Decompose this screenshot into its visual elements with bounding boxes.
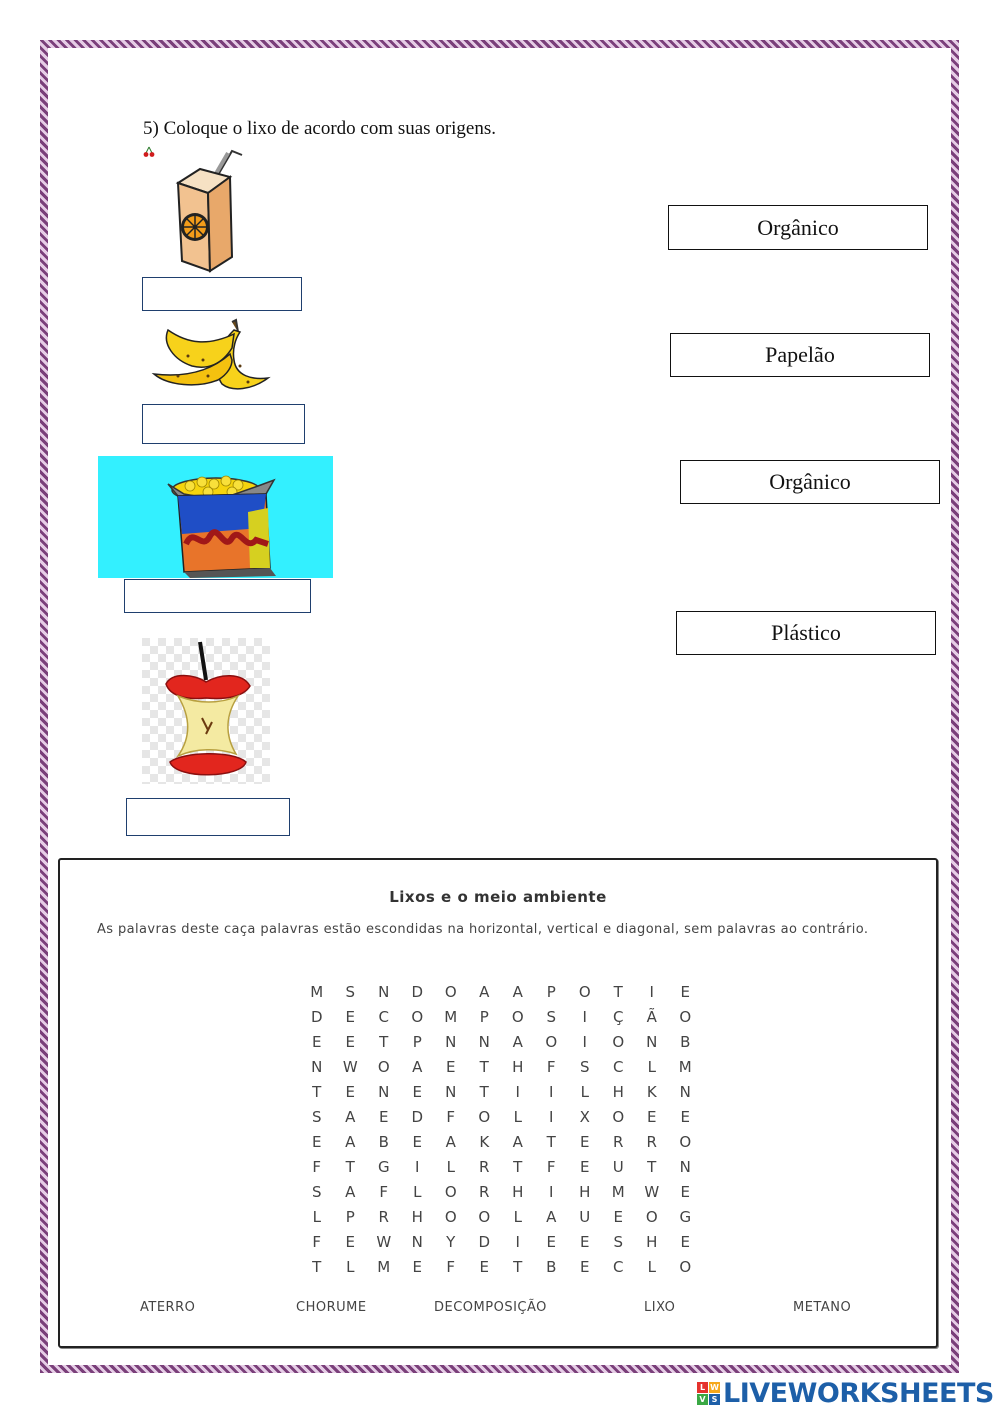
brand-name: LIVEWORKSHEETS (723, 1378, 994, 1409)
grid-cell[interactable]: H (646, 1233, 658, 1251)
grid-cell[interactable]: O (478, 1108, 491, 1126)
grid-cell[interactable]: F (446, 1108, 456, 1126)
grid-cell[interactable]: N (478, 1033, 490, 1051)
grid-cell[interactable]: O (545, 1033, 558, 1051)
grid-row (300, 1130, 702, 1155)
grid-cell[interactable]: U (612, 1158, 624, 1176)
grid-cell[interactable]: Ç (613, 1008, 624, 1026)
banana-peel-icon (148, 316, 273, 394)
cherry-icon (143, 146, 155, 158)
grid-cell[interactable]: A (345, 1133, 356, 1151)
grid-cell[interactable]: F (312, 1233, 322, 1251)
grid-cell[interactable]: O (444, 1208, 457, 1226)
grid-cell[interactable]: S (546, 1008, 557, 1026)
grid-cell[interactable]: A (512, 1033, 523, 1051)
grid-cell[interactable]: R (646, 1133, 657, 1151)
grid-cell[interactable]: E (446, 1058, 456, 1076)
grid-cell[interactable]: S (311, 1108, 322, 1126)
grid-cell[interactable]: A (546, 1208, 557, 1226)
grid-cell[interactable]: O (411, 1008, 424, 1026)
grid-cell[interactable]: E (647, 1108, 657, 1126)
grid-cell[interactable]: R (479, 1183, 490, 1201)
grid-cell[interactable]: O (478, 1208, 491, 1226)
grid-cell[interactable]: O (645, 1208, 658, 1226)
grid-cell[interactable]: O (578, 983, 591, 1001)
grid-cell[interactable]: S (579, 1058, 590, 1076)
grid-cell[interactable]: G (679, 1208, 692, 1226)
grid-cell[interactable]: B (378, 1133, 389, 1151)
grid-cell[interactable]: A (345, 1108, 356, 1126)
grid-cell[interactable]: E (680, 1183, 690, 1201)
grid-cell[interactable]: O (679, 1258, 692, 1276)
grid-cell[interactable]: I (415, 1158, 420, 1176)
grid-cell[interactable]: E (546, 1233, 556, 1251)
answer-field-4[interactable] (126, 798, 290, 836)
grid-cell[interactable]: T (479, 1083, 489, 1101)
label-papelao[interactable]: Papelão (670, 333, 930, 377)
grid-cell[interactable]: E (412, 1258, 422, 1276)
label-organico-1[interactable]: Orgânico (668, 205, 928, 250)
grid-cell[interactable]: O (377, 1058, 390, 1076)
answer-field-2[interactable] (142, 404, 305, 444)
grid-cell[interactable]: I (549, 1108, 554, 1126)
word-aterro: ATERRO (140, 1300, 196, 1315)
grid-cell[interactable]: O (679, 1008, 692, 1026)
liveworksheets-logo: L W V S (697, 1382, 720, 1405)
grid-cell[interactable]: K (479, 1133, 490, 1151)
grid-cell[interactable]: E (580, 1133, 590, 1151)
grid-cell[interactable]: N (679, 1158, 691, 1176)
grid-cell[interactable]: O (612, 1033, 625, 1051)
grid-cell[interactable]: S (613, 1233, 624, 1251)
grid-cell[interactable]: I (549, 1083, 554, 1101)
grid-cell[interactable]: E (312, 1033, 322, 1051)
apple-core-icon (142, 638, 270, 784)
grid-cell[interactable]: I (515, 1233, 520, 1251)
grid-cell[interactable]: E (479, 1258, 489, 1276)
grid-row (300, 1155, 702, 1180)
grid-cell[interactable]: N (378, 1083, 390, 1101)
grid-cell[interactable]: T (647, 1158, 657, 1176)
grid-cell[interactable]: E (580, 1158, 590, 1176)
grid-cell[interactable]: M (444, 1008, 458, 1026)
grid-cell[interactable]: D (478, 1233, 491, 1251)
grid-cell[interactable]: E (312, 1133, 322, 1151)
grid-cell[interactable]: N (311, 1058, 323, 1076)
grid-cell[interactable]: N (679, 1083, 691, 1101)
grid-cell[interactable]: O (444, 983, 457, 1001)
grid-cell[interactable]: C (613, 1258, 624, 1276)
grid-cell[interactable]: O (511, 1008, 524, 1026)
grid-cell[interactable]: N (411, 1233, 423, 1251)
grid-cell[interactable]: L (647, 1058, 656, 1076)
grid-cell[interactable]: N (646, 1033, 658, 1051)
grid-cell[interactable]: D (310, 1008, 323, 1026)
grid-cell[interactable]: E (345, 1008, 355, 1026)
grid-cell[interactable]: E (412, 1083, 422, 1101)
answer-field-1[interactable] (142, 277, 302, 311)
grid-cell[interactable]: E (613, 1208, 623, 1226)
grid-row (300, 1055, 702, 1080)
grid-cell[interactable]: L (647, 1258, 656, 1276)
grid-cell[interactable]: Y (446, 1233, 456, 1251)
grid-cell[interactable]: I (549, 1183, 554, 1201)
grid-cell[interactable]: C (378, 1008, 389, 1026)
grid-cell[interactable]: O (612, 1108, 625, 1126)
grid-cell[interactable]: A (445, 1133, 456, 1151)
grid-cell[interactable]: T (479, 1058, 489, 1076)
juice-box-icon (170, 145, 250, 275)
word-metano: METANO (793, 1300, 852, 1315)
grid-cell[interactable]: T (379, 1033, 389, 1051)
grid-cell[interactable]: E (345, 1083, 355, 1101)
grid-cell[interactable]: L (513, 1108, 522, 1126)
grid-cell[interactable]: R (613, 1133, 624, 1151)
grid-cell[interactable]: T (312, 1258, 322, 1276)
grid-cell[interactable]: F (446, 1258, 456, 1276)
grid-cell[interactable]: E (345, 1233, 355, 1251)
grid-cell[interactable]: P (412, 1033, 422, 1051)
word-search-panel (58, 858, 938, 1348)
grid-cell[interactable]: D (411, 983, 424, 1001)
grid-cell[interactable]: L (580, 1083, 589, 1101)
grid-cell[interactable]: F (379, 1183, 389, 1201)
word-chorume: CHORUME (296, 1300, 367, 1315)
grid-cell[interactable]: H (512, 1058, 524, 1076)
grid-row (300, 980, 702, 1005)
grid-cell[interactable]: P (345, 1208, 355, 1226)
grid-cell[interactable]: P (546, 983, 556, 1001)
chip-bag-icon (98, 456, 333, 578)
word-search-instructions: As palavras deste caça palavras estão escondidas na horizontal, vertical e diagonal, sem palavras ao contrário. (97, 922, 869, 937)
grid-cell[interactable]: L (446, 1158, 455, 1176)
grid-cell[interactable]: R (378, 1208, 389, 1226)
label-organico-2[interactable]: Orgânico (680, 460, 940, 504)
grid-cell[interactable]: H (579, 1183, 591, 1201)
grid-cell[interactable]: W (376, 1233, 392, 1251)
grid-cell[interactable]: A (512, 1133, 523, 1151)
grid-cell[interactable]: T (546, 1133, 556, 1151)
grid-cell[interactable]: Ã (646, 1008, 657, 1026)
liveworksheets-brand (697, 1378, 994, 1409)
grid-cell[interactable]: E (345, 1033, 355, 1051)
word-decomposicao: DECOMPOSIÇÃO (434, 1300, 547, 1315)
grid-cell[interactable]: L (312, 1208, 321, 1226)
grid-cell[interactable]: S (345, 983, 356, 1001)
grid-row (300, 1080, 702, 1105)
grid-cell[interactable]: M (377, 1258, 391, 1276)
grid-cell[interactable]: O (444, 1183, 457, 1201)
answer-field-3[interactable] (124, 579, 311, 613)
grid-cell[interactable]: A (412, 1058, 423, 1076)
grid-cell[interactable]: N (445, 1033, 457, 1051)
chip-bag-image (98, 456, 333, 578)
grid-cell[interactable]: E (412, 1133, 422, 1151)
grid-cell[interactable]: A (345, 1183, 356, 1201)
grid-cell[interactable]: T (513, 1158, 523, 1176)
grid-cell[interactable]: S (311, 1183, 322, 1201)
grid-cell[interactable]: D (411, 1108, 424, 1126)
grid-cell[interactable]: L (413, 1183, 422, 1201)
grid-cell[interactable]: E (680, 1233, 690, 1251)
grid-cell[interactable]: E (580, 1233, 590, 1251)
grid-cell[interactable]: P (479, 1008, 489, 1026)
grid-cell[interactable]: N (378, 983, 390, 1001)
grid-cell[interactable]: A (512, 983, 523, 1001)
grid-cell[interactable]: L (513, 1208, 522, 1226)
grid-cell[interactable]: I (649, 983, 654, 1001)
grid-cell[interactable]: M (611, 1183, 625, 1201)
grid-cell[interactable]: H (411, 1208, 423, 1226)
grid-row (300, 1205, 702, 1230)
grid-row (300, 1230, 702, 1255)
grid-cell[interactable]: H (612, 1083, 624, 1101)
grid-cell[interactable]: E (680, 983, 690, 1001)
grid-cell[interactable]: E (680, 1108, 690, 1126)
grid-cell[interactable]: W (342, 1058, 358, 1076)
grid-cell[interactable]: T (345, 1158, 355, 1176)
grid-cell[interactable]: R (479, 1158, 490, 1176)
grid-cell[interactable]: I (515, 1083, 520, 1101)
grid-cell[interactable]: O (679, 1133, 692, 1151)
grid-cell[interactable]: T (513, 1258, 523, 1276)
grid-cell[interactable]: F (312, 1158, 322, 1176)
grid-row (300, 1180, 702, 1205)
question-text: 5) Coloque o lixo de acordo com suas origens. (143, 118, 497, 139)
grid-row (300, 1255, 702, 1280)
label-plastico[interactable]: Plástico (676, 611, 936, 655)
grid-cell[interactable]: C (613, 1058, 624, 1076)
grid-cell[interactable]: E (580, 1258, 590, 1276)
grid-cell[interactable]: T (613, 983, 623, 1001)
grid-cell[interactable]: E (379, 1108, 389, 1126)
grid-cell[interactable]: F (546, 1058, 556, 1076)
grid-cell[interactable]: T (312, 1083, 322, 1101)
grid-cell[interactable]: A (479, 983, 490, 1001)
grid-cell[interactable]: B (680, 1033, 691, 1051)
grid-cell[interactable]: I (582, 1008, 587, 1026)
grid-cell[interactable]: W (644, 1183, 660, 1201)
grid-cell[interactable]: M (678, 1058, 692, 1076)
grid-cell[interactable]: F (546, 1158, 556, 1176)
grid-cell[interactable]: N (445, 1083, 457, 1101)
grid-cell[interactable]: B (546, 1258, 557, 1276)
grid-cell[interactable]: L (346, 1258, 355, 1276)
letter-grid[interactable] (300, 980, 702, 1280)
grid-cell[interactable]: K (646, 1083, 657, 1101)
grid-cell[interactable]: X (579, 1108, 590, 1126)
grid-cell[interactable]: I (582, 1033, 587, 1051)
grid-row (300, 1030, 702, 1055)
grid-cell[interactable]: H (512, 1183, 524, 1201)
grid-row (300, 1105, 702, 1130)
grid-cell[interactable]: U (579, 1208, 591, 1226)
word-search-title: Lixos e o meio ambiente (389, 888, 607, 906)
grid-row (300, 1005, 702, 1030)
word-lixo: LIXO (644, 1300, 676, 1315)
grid-cell[interactable]: G (377, 1158, 390, 1176)
grid-cell[interactable]: M (310, 983, 324, 1001)
